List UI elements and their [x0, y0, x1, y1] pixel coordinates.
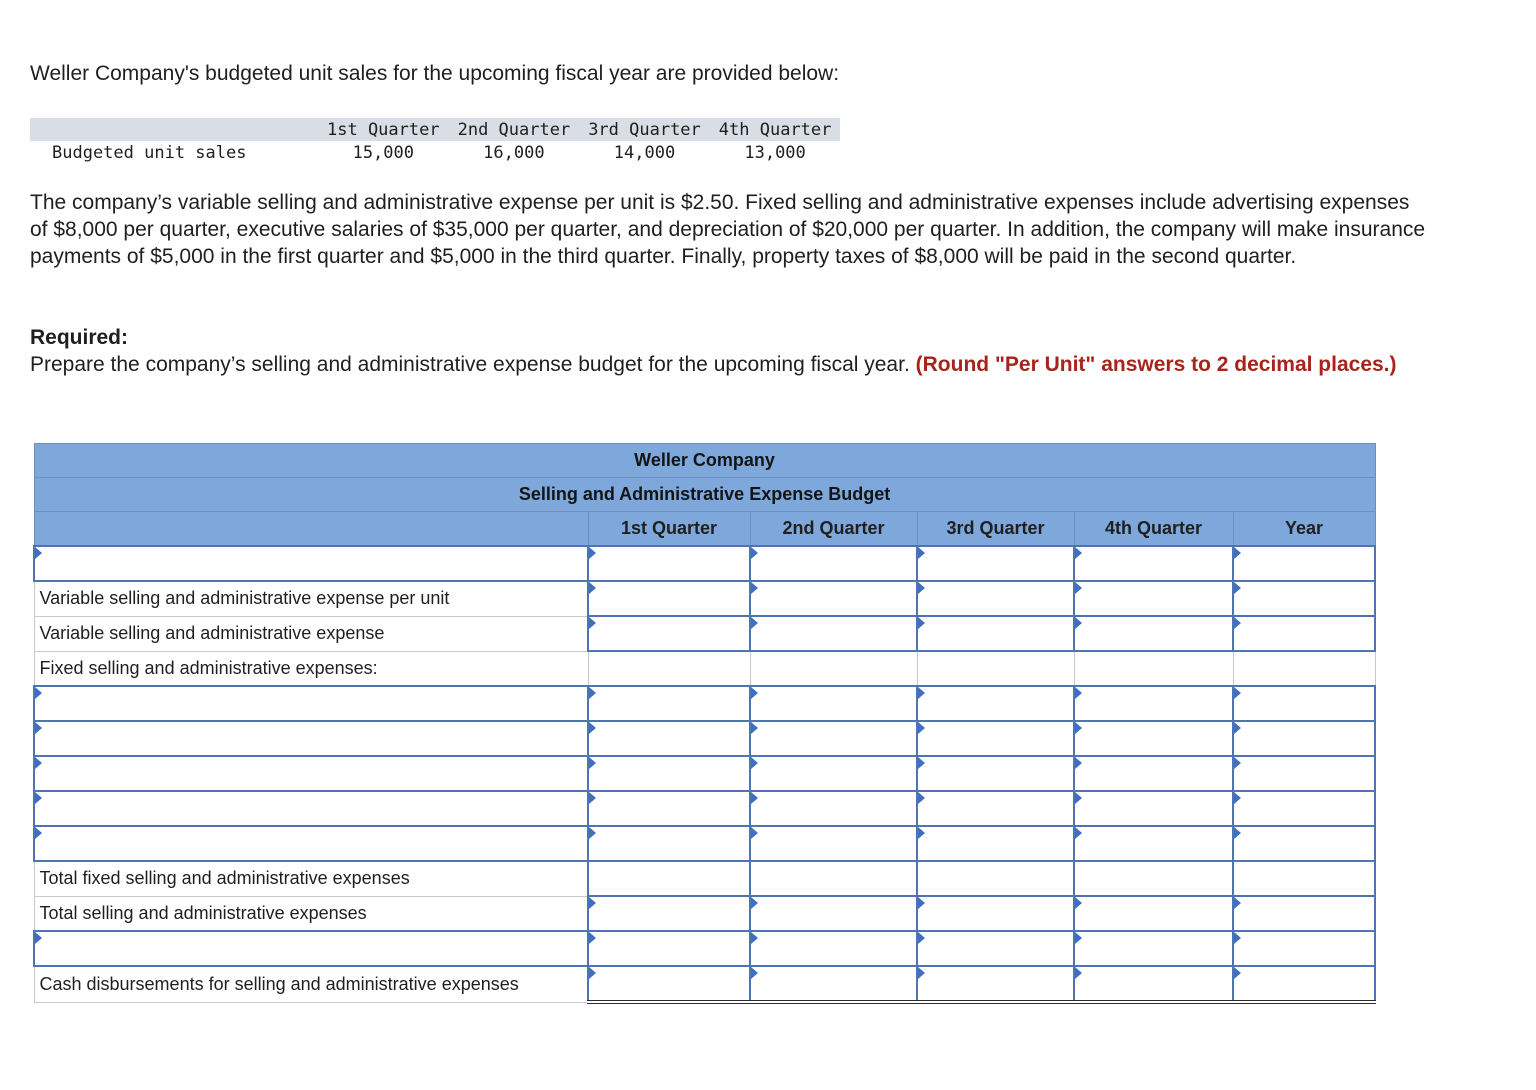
dropdown-marker-icon: [589, 827, 596, 839]
dropdown-marker-icon: [1234, 582, 1241, 594]
fixed1-q3-input[interactable]: [918, 687, 1073, 720]
fixed4-label-input[interactable]: [35, 792, 587, 825]
fixed2-q4-cell: [1074, 721, 1233, 756]
unit-sales-q3: 14,000: [613, 142, 676, 163]
dropdown-marker-icon: [1234, 547, 1241, 559]
totfixed-year-cell: [1233, 861, 1375, 896]
adjust-label-input[interactable]: [35, 932, 587, 965]
fixed2-q3-input[interactable]: [918, 722, 1073, 755]
budget-row-1: [34, 546, 1375, 581]
cash-q2-cell: [750, 966, 917, 1002]
row1-q4-input[interactable]: [1075, 547, 1232, 580]
varunit-year-input[interactable]: [1234, 582, 1374, 615]
dropdown-marker-icon: [35, 792, 42, 804]
fixed3-label-input[interactable]: [35, 757, 587, 790]
budget-title-row: [34, 478, 1375, 512]
fixed5-q1-input[interactable]: [589, 827, 749, 860]
totexp-q2-input[interactable]: [751, 897, 916, 930]
fixed5-year-cell: [1233, 826, 1375, 861]
varunit-year-cell: [1233, 581, 1375, 616]
fixed4-label-cell: [34, 791, 588, 826]
fixed5-q2-input[interactable]: [751, 827, 916, 860]
dropdown-marker-icon: [918, 722, 925, 734]
totfixed-q2-input[interactable]: [751, 862, 916, 895]
cash-q1-cell: [588, 966, 750, 1002]
adjust-q1-cell: [588, 931, 750, 966]
dropdown-marker-icon: [1075, 582, 1082, 594]
row1-year-cell: [1233, 546, 1375, 581]
totexp-q3-cell: [917, 896, 1074, 931]
totfixed-q4-cell: [1074, 861, 1233, 896]
dropdown-marker-icon: [1234, 932, 1241, 944]
fixed5-label-cell: [34, 826, 588, 861]
dropdown-marker-icon: [751, 897, 758, 909]
adjust-label-cell: [34, 931, 588, 966]
budget-row-cash-disbursements: [34, 966, 1375, 1002]
fixed4-q3-input[interactable]: [918, 792, 1073, 825]
total-fixed-label: Total fixed selling and administrative expenses: [34, 861, 588, 896]
cash-year-cell: [1233, 966, 1375, 1002]
totexp-q4-input[interactable]: [1075, 897, 1232, 930]
unit-sales-q2: 16,000: [483, 142, 545, 163]
dropdown-marker-icon: [751, 582, 758, 594]
dropdown-marker-icon: [1075, 617, 1082, 629]
fixed4-q4-cell: [1074, 791, 1233, 826]
row1-q3-input[interactable]: [918, 547, 1073, 580]
fixed1-q1-cell: [588, 686, 750, 721]
totexp-year-input[interactable]: [1234, 897, 1374, 930]
company-row: [34, 444, 1375, 478]
fixed4-q1-input[interactable]: [589, 792, 749, 825]
dropdown-marker-icon: [589, 617, 596, 629]
fixed1-label-cell: [34, 686, 588, 721]
dropdown-marker-icon: [589, 897, 596, 909]
unit-sales-header-q4: 4th Quarter: [710, 118, 841, 141]
fixed5-q4-input[interactable]: [1075, 827, 1232, 860]
dropdown-marker-icon: [918, 582, 925, 594]
totexp-q1-cell: [588, 896, 750, 931]
dropdown-marker-icon: [918, 897, 925, 909]
dropdown-marker-icon: [1075, 547, 1082, 559]
dropdown-marker-icon: [1075, 897, 1082, 909]
dropdown-marker-icon: [1075, 967, 1082, 979]
fixed3-q3-input[interactable]: [918, 757, 1073, 790]
fixed2-q1-cell: [588, 721, 750, 756]
company-name: Weller Company: [34, 444, 1375, 478]
varexp-q2-input[interactable]: [751, 617, 916, 650]
dropdown-marker-icon: [1075, 687, 1082, 699]
row1-q3-cell: [917, 546, 1074, 581]
budget-row-total-expenses: [34, 896, 1375, 931]
dropdown-marker-icon: [35, 827, 42, 839]
fixed3-q2-cell: [750, 756, 917, 791]
row1-label-input[interactable]: [35, 547, 587, 580]
varunit-q3-cell: [917, 581, 1074, 616]
totfixed-q3-input[interactable]: [918, 862, 1073, 895]
fixed3-q4-cell: [1074, 756, 1233, 791]
budget-row-variable-expense: [34, 616, 1375, 651]
dropdown-marker-icon: [1075, 722, 1082, 734]
row1-label-input-cell: [34, 546, 588, 581]
fixed5-label-input[interactable]: [35, 827, 587, 860]
dropdown-marker-icon: [589, 582, 596, 594]
fixed3-q4-input[interactable]: [1075, 757, 1232, 790]
varunit-q4-input[interactable]: [1075, 582, 1232, 615]
fixed4-q4-input[interactable]: [1075, 792, 1232, 825]
adjust-q2-input[interactable]: [751, 932, 916, 965]
column-header-year: Year: [1233, 512, 1375, 547]
row1-q1-input[interactable]: [589, 547, 749, 580]
dropdown-marker-icon: [751, 967, 758, 979]
unit-sales-label: Budgeted unit sales: [52, 142, 247, 163]
unit-sales-header-q3: 3rd Quarter: [579, 118, 710, 141]
dropdown-marker-icon: [1234, 897, 1241, 909]
varexp-q3-cell: [917, 616, 1074, 651]
fixed2-label-cell: [34, 721, 588, 756]
unit-sales-header-q1: 1st Quarter: [318, 118, 449, 141]
dropdown-marker-icon: [751, 792, 758, 804]
fixed-header-q3: [917, 651, 1074, 686]
dropdown-marker-icon: [918, 547, 925, 559]
dropdown-marker-icon: [589, 722, 596, 734]
required-title: Required:: [30, 326, 129, 349]
fixed3-label-cell: [34, 756, 588, 791]
fixed3-q1-input[interactable]: [589, 757, 749, 790]
unit-sales-header-blank: [30, 118, 318, 141]
varexp-year-input[interactable]: [1234, 617, 1374, 650]
unit-sales-q1: 15,000: [352, 142, 414, 163]
fixed1-q1-input[interactable]: [589, 687, 749, 720]
fixed5-q3-input[interactable]: [918, 827, 1073, 860]
fixed2-q4-input[interactable]: [1075, 722, 1232, 755]
dropdown-marker-icon: [35, 547, 42, 559]
fixed2-q3-cell: [917, 721, 1074, 756]
dropdown-marker-icon: [1234, 757, 1241, 769]
varunit-q4-cell: [1074, 581, 1233, 616]
fixed-header-label: Fixed selling and administrative expenses:: [34, 651, 588, 686]
budget-row-variable-per-unit: [34, 581, 1375, 616]
fixed2-year-cell: [1233, 721, 1375, 756]
intro-text: Weller Company's budgeted unit sales for the upcoming fiscal year are provided below:: [30, 62, 840, 85]
fixed3-q3-cell: [917, 756, 1074, 791]
dropdown-marker-icon: [751, 757, 758, 769]
dropdown-marker-icon: [751, 617, 758, 629]
dropdown-marker-icon: [918, 932, 925, 944]
column-header-blank: [34, 512, 588, 547]
column-header-q4: 4th Quarter: [1074, 512, 1233, 547]
cash-q3-input[interactable]: [918, 967, 1073, 1000]
cash-disbursements-label: Cash disbursements for selling and administrative expenses: [34, 966, 588, 1002]
totexp-q3-input[interactable]: [918, 897, 1073, 930]
varunit-q1-input[interactable]: [589, 582, 749, 615]
unit-sales-header-row: [30, 118, 840, 141]
cash-q3-cell: [917, 966, 1074, 1002]
variable-per-unit-label: Variable selling and administrative expense per unit: [34, 581, 588, 616]
totfixed-q1-cell: [588, 861, 750, 896]
fixed-row-3: [34, 756, 1375, 791]
row1-q1-cell: [588, 546, 750, 581]
fixed1-label-input[interactable]: [35, 687, 587, 720]
dropdown-marker-icon: [918, 687, 925, 699]
cash-q4-cell: [1074, 966, 1233, 1002]
totfixed-q1-input[interactable]: [589, 862, 749, 895]
dropdown-marker-icon: [1234, 792, 1241, 804]
fixed-row-4: [34, 791, 1375, 826]
totfixed-q3-cell: [917, 861, 1074, 896]
fixed-row-2: [34, 721, 1375, 756]
varexp-q1-cell: [588, 616, 750, 651]
totexp-year-cell: [1233, 896, 1375, 931]
required-text: Prepare the company’s selling and administrative expense budget for the upcoming fiscal year.: [30, 353, 910, 376]
fixed4-q1-cell: [588, 791, 750, 826]
rounding-note: (Round "Per Unit" answers to 2 decimal places.): [915, 353, 1397, 376]
fixed3-q2-input[interactable]: [751, 757, 916, 790]
varunit-q2-cell: [750, 581, 917, 616]
varexp-q4-cell: [1074, 616, 1233, 651]
dropdown-marker-icon: [1234, 967, 1241, 979]
fixed5-q1-cell: [588, 826, 750, 861]
unit-sales-q4: 13,000: [744, 142, 806, 163]
cash-q1-input[interactable]: [589, 967, 749, 1000]
column-header-q3: 3rd Quarter: [917, 512, 1074, 547]
required-section: [30, 324, 1430, 378]
varexp-q3-input[interactable]: [918, 617, 1073, 650]
fixed1-year-input[interactable]: [1234, 687, 1374, 720]
dropdown-marker-icon: [918, 967, 925, 979]
row1-q2-input[interactable]: [751, 547, 916, 580]
fixed-header-q1: [588, 651, 750, 686]
fixed2-label-input[interactable]: [35, 722, 587, 755]
total-expenses-label: Total selling and administrative expenses: [34, 896, 588, 931]
dropdown-marker-icon: [589, 687, 596, 699]
totfixed-q2-cell: [750, 861, 917, 896]
fixed1-q4-cell: [1074, 686, 1233, 721]
dropdown-marker-icon: [751, 687, 758, 699]
unit-sales-header-q2: 2nd Quarter: [449, 118, 580, 141]
fixed2-q2-cell: [750, 721, 917, 756]
dropdown-marker-icon: [1234, 617, 1241, 629]
varexp-q4-input[interactable]: [1075, 617, 1232, 650]
dropdown-marker-icon: [589, 757, 596, 769]
dropdown-marker-icon: [35, 722, 42, 734]
dropdown-marker-icon: [589, 792, 596, 804]
fixed4-q2-cell: [750, 791, 917, 826]
fixed4-year-cell: [1233, 791, 1375, 826]
adjust-q2-cell: [750, 931, 917, 966]
fixed4-year-input[interactable]: [1234, 792, 1374, 825]
fixed2-q2-input[interactable]: [751, 722, 916, 755]
fixed5-q3-cell: [917, 826, 1074, 861]
dropdown-marker-icon: [1234, 722, 1241, 734]
cash-q4-input[interactable]: [1075, 967, 1232, 1000]
dropdown-marker-icon: [751, 827, 758, 839]
totexp-q1-input[interactable]: [589, 897, 749, 930]
varexp-year-cell: [1233, 616, 1375, 651]
column-header-row: [34, 512, 1375, 547]
varunit-q3-input[interactable]: [918, 582, 1073, 615]
row1-q2-cell: [750, 546, 917, 581]
budget-table: [33, 443, 1376, 1004]
adjust-q4-input[interactable]: [1075, 932, 1232, 965]
varunit-q2-input[interactable]: [751, 582, 916, 615]
fixed4-q3-cell: [917, 791, 1074, 826]
fixed4-q2-input[interactable]: [751, 792, 916, 825]
dropdown-marker-icon: [589, 547, 596, 559]
dropdown-marker-icon: [918, 827, 925, 839]
varexp-q1-input[interactable]: [589, 617, 749, 650]
fixed-header-q4: [1074, 651, 1233, 686]
adjust-q3-input[interactable]: [918, 932, 1073, 965]
fixed1-q4-input[interactable]: [1075, 687, 1232, 720]
fixed-row-1: [34, 686, 1375, 721]
fixed2-q1-input[interactable]: [589, 722, 749, 755]
dropdown-marker-icon: [751, 932, 758, 944]
dropdown-marker-icon: [1075, 932, 1082, 944]
adjust-q4-cell: [1074, 931, 1233, 966]
dropdown-marker-icon: [1234, 827, 1241, 839]
adjust-year-cell: [1233, 931, 1375, 966]
dropdown-marker-icon: [589, 967, 596, 979]
totfixed-q4-input[interactable]: [1075, 862, 1232, 895]
fixed-header-q2: [750, 651, 917, 686]
fixed3-year-cell: [1233, 756, 1375, 791]
fixed3-q1-cell: [588, 756, 750, 791]
dropdown-marker-icon: [918, 757, 925, 769]
dropdown-marker-icon: [751, 547, 758, 559]
totexp-q4-cell: [1074, 896, 1233, 931]
budget-title: Selling and Administrative Expense Budget: [34, 478, 1375, 512]
varexp-q2-cell: [750, 616, 917, 651]
cash-q2-input[interactable]: [751, 967, 916, 1000]
dropdown-marker-icon: [1075, 792, 1082, 804]
budget-row-total-fixed: [34, 861, 1375, 896]
unit-sales-table: [30, 118, 840, 164]
dropdown-marker-icon: [918, 617, 925, 629]
adjust-q3-cell: [917, 931, 1074, 966]
row1-q4-cell: [1074, 546, 1233, 581]
dropdown-marker-icon: [1075, 757, 1082, 769]
fixed5-q2-cell: [750, 826, 917, 861]
column-header-q2: 2nd Quarter: [750, 512, 917, 547]
dropdown-marker-icon: [35, 687, 42, 699]
fixed1-q2-cell: [750, 686, 917, 721]
dropdown-marker-icon: [589, 932, 596, 944]
fixed-header-year: [1233, 651, 1375, 686]
varunit-q1-cell: [588, 581, 750, 616]
dropdown-marker-icon: [1075, 827, 1082, 839]
variable-expense-label: Variable selling and administrative expense: [34, 616, 588, 651]
totfixed-year-input[interactable]: [1234, 862, 1374, 895]
fixed1-q3-cell: [917, 686, 1074, 721]
dropdown-marker-icon: [751, 722, 758, 734]
fixed1-q2-input[interactable]: [751, 687, 916, 720]
adjust-q1-input[interactable]: [589, 932, 749, 965]
fixed-row-5: [34, 826, 1375, 861]
totexp-q2-cell: [750, 896, 917, 931]
dropdown-marker-icon: [35, 932, 42, 944]
unit-sales-row: [30, 141, 840, 164]
problem-paragraph: The company’s variable selling and administrative expense per unit is $2.50. Fixed selling and administrative expenses include advertising expenses of $8,000 per quarter, executive salaries of $35,000 per quarter, and depreciation of $20,000 per quarter. In addition, the company will make insurance payments of $5,000 in the first quarter and $5,000 in the third quarter. Finally, property taxes of $8,000 will be paid in the second quarter.: [30, 191, 1426, 268]
fixed2-year-input[interactable]: [1234, 722, 1374, 755]
adjust-year-input[interactable]: [1234, 932, 1374, 965]
fixed5-q4-cell: [1074, 826, 1233, 861]
dropdown-marker-icon: [35, 757, 42, 769]
budget-row-fixed-header: [34, 651, 1375, 686]
fixed1-year-cell: [1233, 686, 1375, 721]
cash-year-input[interactable]: [1234, 967, 1374, 1000]
budget-row-adjustment: [34, 931, 1375, 966]
dropdown-marker-icon: [1234, 687, 1241, 699]
fixed3-year-input[interactable]: [1234, 757, 1374, 790]
fixed5-year-input[interactable]: [1234, 827, 1374, 860]
column-header-q1: 1st Quarter: [588, 512, 750, 547]
row1-year-input[interactable]: [1234, 547, 1374, 580]
dropdown-marker-icon: [918, 792, 925, 804]
